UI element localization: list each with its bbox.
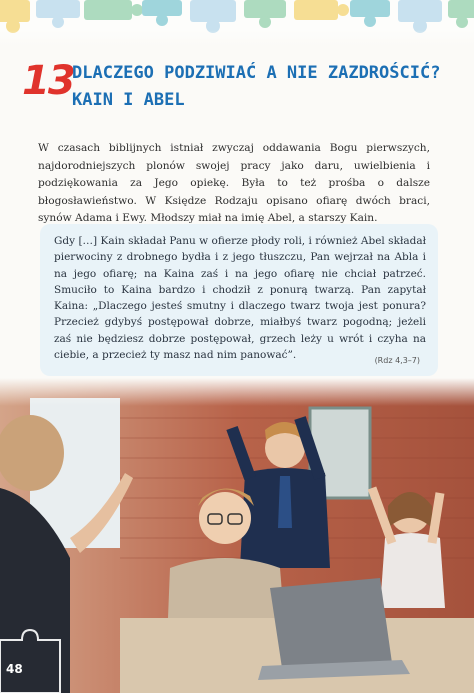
chapter-title-line-2: KAIN I ABEL — [72, 90, 185, 110]
classroom-image — [0, 378, 474, 693]
chapter-number: 13 — [22, 58, 74, 104]
chapter-title-line-1: DLACZEGO PODZIWIAĆ A NIE ZAZDROŚCIĆ? — [72, 63, 441, 83]
puzzle-header-decoration — [0, 0, 474, 46]
classroom-photo — [0, 378, 474, 693]
intro-paragraph: W czasach biblijnych istniał zwyczaj oddawania Bogu pierwszych, najdorodniejszych plonów swojej pracy jako daru, uwielbienia i podziękowania za Jego opiekę. Była to też prośba o dalsze błogosławieństwo. W Księdze Rodzaju opisano ofiarę dwóch braci, synów Adama i Ewy. Młodszy miał na imię Abel, a starszy Kain. — [38, 142, 430, 224]
chapter-title — [72, 60, 452, 114]
puzzle-pieces-icon — [0, 0, 474, 46]
page-number: 48 — [6, 662, 23, 676]
bible-quote-reference: (Rdz 4,3–7) — [374, 356, 420, 365]
bible-quote-text: Gdy […] Kain składał Panu w ofierze płody roli, i również Abel składał pierwociny z drobnego bydła i z jego tłuszczu, Pan wejrzał na Abla i na jego ofiarę; na Kaina zaś i na jego ofiarę nie chciał patrzeć. Smuciło to Kaina bardzo i chodził z ponurą twarzą. Pan zapytał Kaina: „Dlaczego jesteś smutny i dlaczego twarz twoja jest ponura? Przecież gdybyś postępował dobrze, miałbyś twarz pogodną; jeżeli zaś nie będziesz dobrze postępował, grzech leży u wrót i czyha na ciebie, a przecież ty masz nad nim panować”. — [54, 235, 426, 362]
